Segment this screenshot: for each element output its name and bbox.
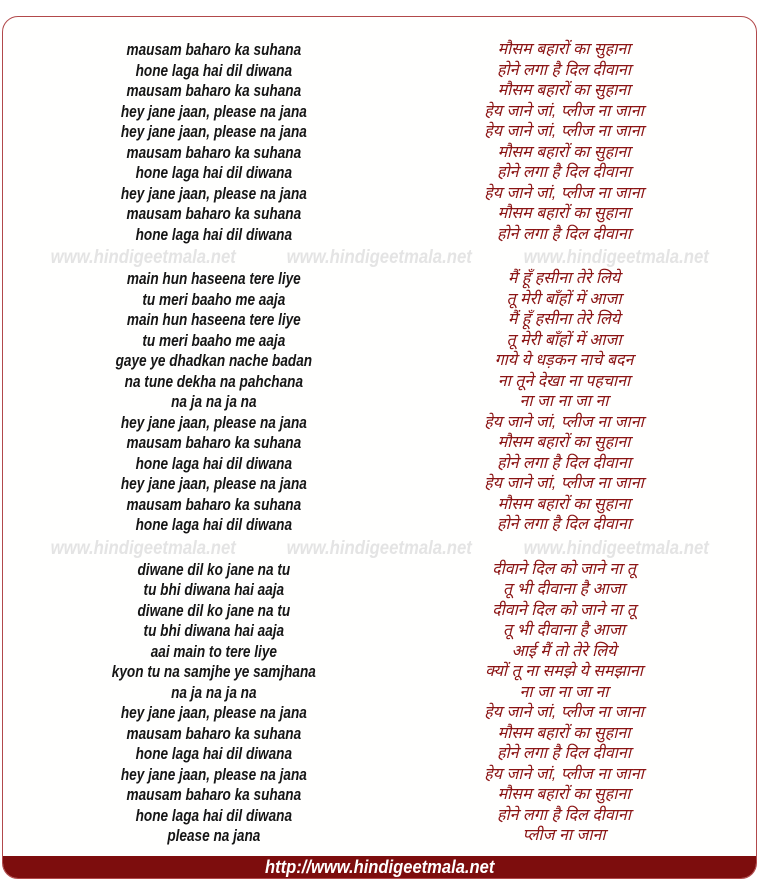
hindi-lyric-line: होने लगा है दिल दीवाना <box>496 225 631 243</box>
latin-lyric-line: na ja na ja na <box>171 392 257 411</box>
watermark-row-2 <box>3 538 756 560</box>
latin-lyric-line: na tune dekha na pahchana <box>124 371 304 391</box>
hindi-lyric-line: तू मेरी बाँहों में आजा <box>506 290 622 308</box>
hindi-lyric-line: मौसम बहारों का सुहाना <box>497 786 631 803</box>
latin-lyric-line: hey jane jaan, please na jana <box>120 122 307 141</box>
watermark-text: www.hindigeetmala.net <box>286 537 473 559</box>
hindi-column <box>425 560 704 847</box>
latin-lyric-line: mausam baharo ka suhana <box>126 433 302 452</box>
hindi-lyric-line: ना जा ना जा ना <box>519 683 609 701</box>
latin-column <box>3 40 425 245</box>
footer-bar <box>3 856 756 878</box>
latin-lyric-line: tu meri baaho me aaja <box>142 289 286 309</box>
hindi-lyric-line: मौसम बहारों का सुहाना <box>497 205 631 222</box>
latin-lyric-line: hey jane jaan, please na jana <box>120 703 307 722</box>
latin-lyric-line: aai main to tere liye <box>150 641 277 661</box>
hindi-lyric-line: मौसम बहारों का सुहाना <box>497 724 631 742</box>
latin-lyric-line: hone laga hai dil diwana <box>135 163 293 182</box>
hindi-lyric-line: होने लगा है दिल दीवाना <box>496 516 631 533</box>
hindi-lyric-line: हेय जाने जां, प्लीज ना जाना <box>484 123 644 140</box>
latin-lyric-line: hey jane jaan, please na jana <box>120 101 307 121</box>
latin-lyric-line: hone laga hai dil diwana <box>135 515 293 534</box>
latin-lyric-line: tu bhi diwana hai aaja <box>143 580 285 599</box>
stanza-1 <box>3 40 756 245</box>
hindi-lyric-line: होने लगा है दिल दीवाना <box>496 454 631 472</box>
latin-lyric-line: hey jane jaan, please na jana <box>120 183 307 203</box>
hindi-lyric-line: गाये ये धड़कन नाचे बदन <box>494 352 634 369</box>
latin-lyric-line: diwane dil ko jane na tu <box>137 600 291 620</box>
latin-lyric-line: hone laga hai dil diwana <box>135 805 293 825</box>
hindi-lyric-line: हेय जाने जां, प्लीज ना जाना <box>484 413 644 431</box>
hindi-lyric-line: तू मेरी बाँहों में आजा <box>506 331 622 349</box>
latin-lyric-line: tu bhi diwana hai aaja <box>143 621 285 640</box>
latin-lyric-line: mausam baharo ka suhana <box>126 40 302 59</box>
latin-lyric-line: hone laga hai dil diwana <box>135 60 293 80</box>
hindi-lyric-line: तू भी दीवाना है आजा <box>503 581 625 598</box>
hindi-lyric-line: होने लगा है दिल दीवाना <box>496 806 631 824</box>
hindi-lyric-line: हेय जाने जां, प्लीज ना जाना <box>484 102 644 120</box>
latin-lyric-line: mausam baharo ka suhana <box>126 785 302 804</box>
latin-lyric-line: mausam baharo ka suhana <box>126 494 302 514</box>
latin-column <box>3 560 425 847</box>
watermark-text: www.hindigeetmala.net <box>523 247 709 268</box>
latin-lyric-line: hey jane jaan, please na jana <box>120 764 307 784</box>
watermark-text: www.hindigeetmala.net <box>286 247 473 268</box>
hindi-lyric-line: हेय जाने जां, प्लीज ना जाना <box>484 765 644 783</box>
hindi-lyric-line: मौसम बहारों का सुहाना <box>497 82 631 99</box>
latin-lyric-line: hone laga hai dil diwana <box>135 453 293 473</box>
hindi-lyric-line: मौसम बहारों का सुहाना <box>497 143 631 161</box>
latin-lyric-line: main hun haseena tere liye <box>126 310 301 329</box>
latin-lyric-line: please na jana <box>167 826 261 845</box>
hindi-lyric-line: दीवाने दिल को जाने ना तू <box>492 601 636 619</box>
latin-lyric-line: mausam baharo ka suhana <box>126 81 302 100</box>
lyrics-sheet <box>2 16 757 879</box>
watermark-text: www.hindigeetmala.net <box>523 537 709 559</box>
hindi-lyric-line: तू भी दीवाना है आजा <box>503 622 625 639</box>
hindi-lyric-line: हेय जाने जां, प्लीज ना जाना <box>484 704 644 721</box>
latin-lyric-line: kyon tu na samjhe ye samjhana <box>111 662 316 681</box>
hindi-lyric-line: मौसम बहारों का सुहाना <box>497 41 631 58</box>
hindi-lyric-line: प्लीज ना जाना <box>522 827 606 844</box>
latin-lyric-line: na ja na ja na <box>171 682 257 702</box>
hindi-lyric-line: आई मैं तो तेरे लिये <box>511 642 617 660</box>
hindi-lyric-line: होने लगा है दिल दीवाना <box>496 61 631 79</box>
hindi-lyric-line: दीवाने दिल को जाने ना तू <box>492 560 636 578</box>
latin-lyric-line: diwane dil ko jane na tu <box>137 559 291 579</box>
latin-lyric-line: gaye ye dhadkan nache badan <box>115 351 313 370</box>
hindi-lyric-line: ना तूने देखा ना पहचाना <box>497 372 631 390</box>
latin-lyric-line: mausam baharo ka suhana <box>126 204 302 223</box>
stanza-3 <box>3 560 756 847</box>
hindi-column <box>425 40 704 245</box>
latin-lyric-line: hone laga hai dil diwana <box>135 744 293 763</box>
hindi-lyric-line: हेय जाने जां, प्लीज ना जाना <box>484 184 644 202</box>
hindi-lyric-line: क्यों तू ना समझे ये समझाना <box>485 663 643 680</box>
latin-lyric-line: mausam baharo ka suhana <box>126 142 302 162</box>
stanza-2 <box>3 269 756 536</box>
hindi-lyric-line: होने लगा है दिल दीवाना <box>496 745 631 762</box>
hindi-lyric-line: ना जा ना जा ना <box>519 393 609 410</box>
hindi-lyric-line: होने लगा है दिल दीवाना <box>496 164 631 181</box>
hindi-lyric-line: मौसम बहारों का सुहाना <box>497 495 631 513</box>
hindi-lyric-line: मैं हूँ हसीना तेरे लिये <box>507 270 621 287</box>
latin-lyric-line: mausam baharo ka suhana <box>126 723 302 743</box>
latin-column <box>3 269 425 536</box>
hindi-lyric-line: मैं हूँ हसीना तेरे लिये <box>507 311 621 328</box>
hindi-lyric-line: हेय जाने जां, प्लीज ना जाना <box>484 475 644 492</box>
latin-lyric-line: main hun haseena tere liye <box>126 269 301 288</box>
latin-lyric-line: hey jane jaan, please na jana <box>120 412 307 432</box>
latin-lyric-line: hone laga hai dil diwana <box>135 224 293 244</box>
watermark-text: www.hindigeetmala.net <box>50 247 236 268</box>
watermark-text: www.hindigeetmala.net <box>50 537 236 559</box>
lyrics-content <box>3 17 756 847</box>
hindi-column <box>425 269 704 536</box>
latin-lyric-line: hey jane jaan, please na jana <box>120 474 307 493</box>
footer-url[interactable]: http://www.hindigeetmala.net <box>264 856 495 877</box>
hindi-lyric-line: मौसम बहारों का सुहाना <box>497 434 631 451</box>
watermark-row-1 <box>3 247 756 269</box>
latin-lyric-line: tu meri baaho me aaja <box>142 330 286 350</box>
